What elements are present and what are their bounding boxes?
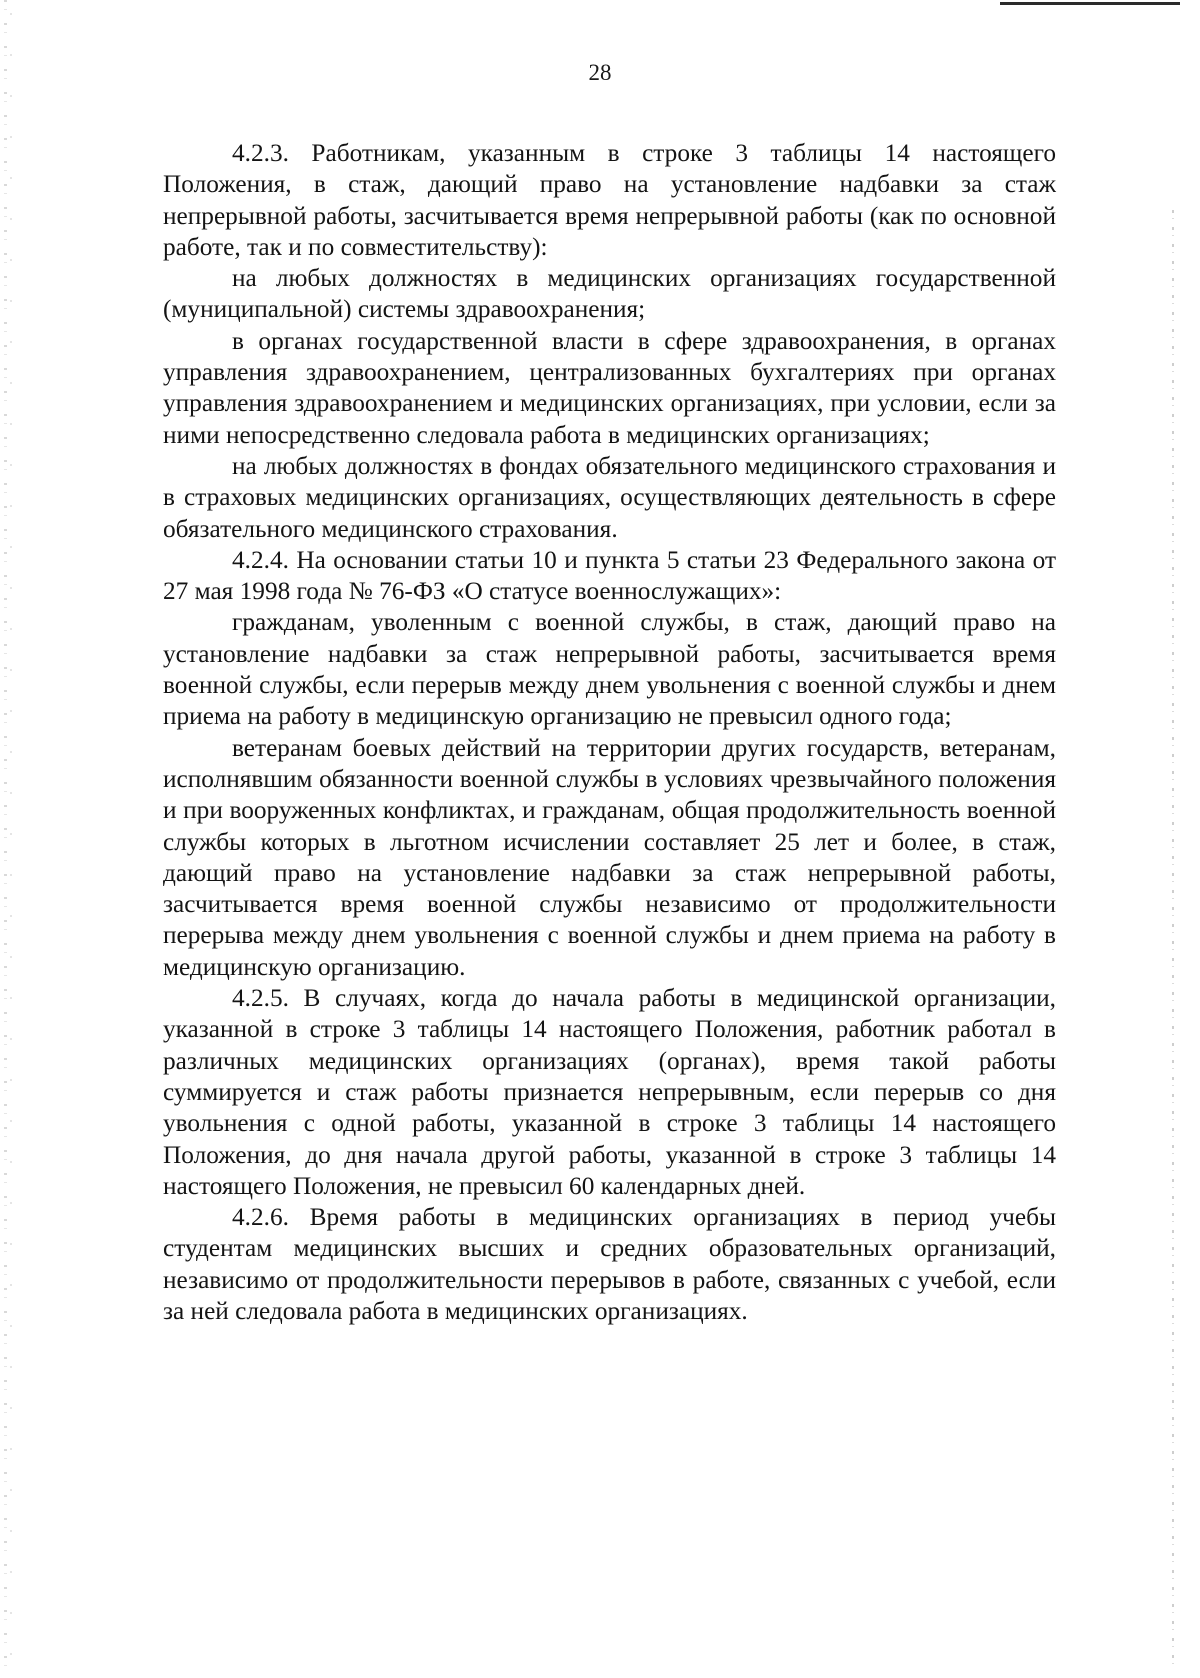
paragraph-4-2-4: 4.2.4. На основании статьи 10 и пункта 5 статьи 23 Федерального закона от 27 мая 1998 года № 76-ФЗ «О статусе военнослужащих»: <box>163 545 1056 606</box>
scan-edge-artifact <box>4 0 7 1678</box>
paragraph-4-2-6: 4.2.6. Время работы в медицинских организациях в период учебы студентам медицинских высших и средних образовательных организаций, независимо от продолжительности перерывов в работе, связанных с учебой, если за ней следовала работа в медицинских организациях. <box>163 1203 1056 1325</box>
paragraph-item: в органах государственной власти в сфере здравоохранения, в органах управления здравоохранением, централизованных бухгалтериях при органах управления здравоохранением и медицинских организациях, при условии, если за ними непосредственно следовала работа в медицинских организациях; <box>163 326 1056 449</box>
paragraph-item: гражданам, уволенным с военной службы, в стаж, дающий право на установление надбавки за стаж непрерывной работы, засчитывается время военной службы, если перерыв между днем увольнения с военной службы и днем приема на работу в медицинскую организацию не превысил одного года; <box>163 608 1056 731</box>
paragraph-4-2-3: 4.2.3. Работникам, указанным в строке 3 таблицы 14 настоящего Положения, в стаж, дающий право на установление надбавки за стаж непрерывной работы, засчитывается время непрерывной работы (как по основной работе, так и по совместительству): <box>163 139 1056 261</box>
paragraph-item: на любых должностях в медицинских организациях государственной (муниципальной) системы здравоохранения; <box>163 264 1056 324</box>
paragraph-item: на любых должностях в фондах обязательного медицинского страхования и в страховых медицинских организациях, осуществляющих деятельность в сфере обязательного медицинского страхования. <box>163 451 1056 543</box>
paragraph-item: ветеранам боевых действий на территории других государств, ветеранам, исполнявшим обязанности военной службы в условиях чрезвычайного положения и при вооруженных конфликтах, и гражданам, общая продолжительность военной службы которых в льготном исчислении составляет 25 лет и более, в стаж, дающий право на установление надбавки за стаж непрерывной работы, засчитывается время военной службы независимо от продолжительности перерыва между днем увольнения с военной службы и днем приема на работу в медицинскую организацию. <box>163 733 1056 981</box>
scan-edge-artifact <box>1172 210 1174 1670</box>
scan-top-line <box>1000 2 1180 5</box>
page-number: 28 <box>588 60 612 85</box>
document-body <box>163 138 1056 1327</box>
scan-edge-artifact <box>10 0 12 1678</box>
paragraph-4-2-5: 4.2.5. В случаях, когда до начала работы в медицинской организации, указанной в строке 3 таблицы 14 настоящего Положения, работник работал в различных медицинских организациях (органах), время такой работы суммируется и стаж работы признается непрерывным, если перерыв со дня увольнения с одной работы, указанной в строке 3 таблицы 14 настоящего Положения, до дня начала другой работы, указанной в строке 3 таблицы 14 настоящего Положения, не превысил 60 календарных дней. <box>163 984 1056 1200</box>
